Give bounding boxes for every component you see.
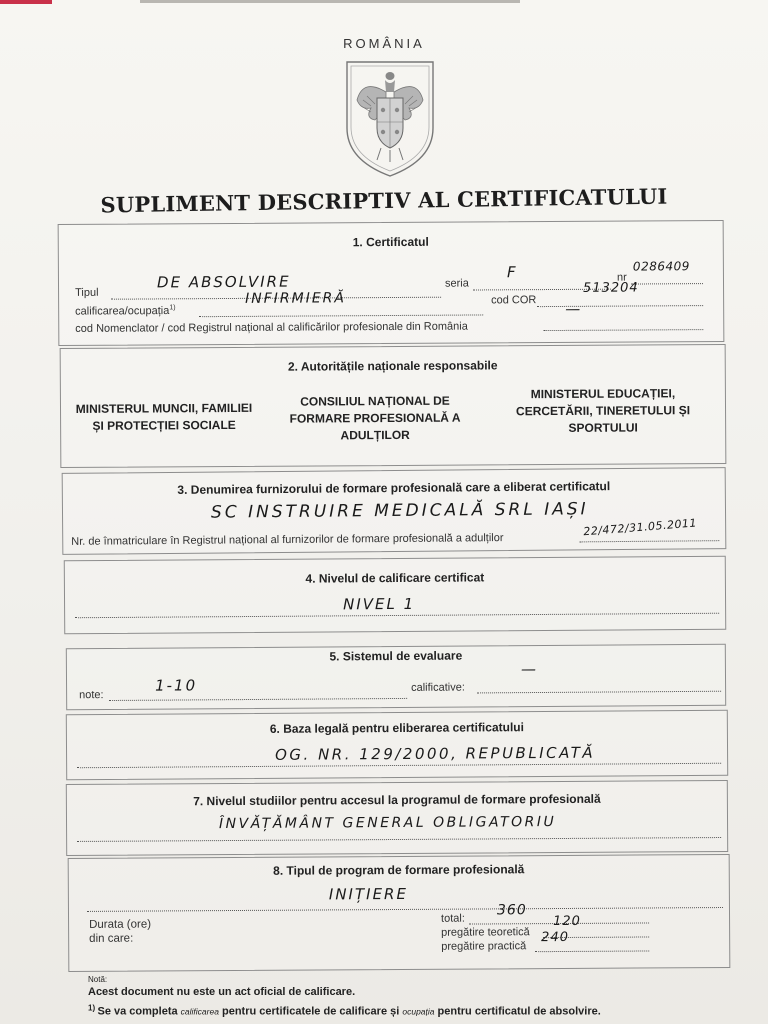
nivel-dotted-line xyxy=(75,613,719,618)
footnote-marker: 1) xyxy=(169,304,176,312)
baza-legala-value: OG. NR. 129/2000, REPUBLICATĂ xyxy=(275,743,596,764)
nomenclator-dotted-line xyxy=(543,329,703,331)
section-title: 5. Sistemul de evaluare xyxy=(329,648,463,664)
provider-value: SC INSTRUIRE MEDICALĂ SRL IAȘI xyxy=(210,499,589,523)
note-value: 1-10 xyxy=(154,676,198,695)
registry-value: 22/472/31.05.2011 xyxy=(582,516,698,539)
cod-cor-label: cod COR xyxy=(491,294,537,307)
section-title: 6. Baza legală pentru eliberarea certificatului xyxy=(269,720,524,736)
disclaimer-text xyxy=(88,986,355,998)
calificarea-value: INFIRMIERĂ xyxy=(245,290,347,307)
document-title: SUPLIMENT DESCRIPTIV AL CERTIFICATULUI xyxy=(100,183,668,218)
coat-of-arms-icon xyxy=(341,56,439,180)
section-furnizor xyxy=(62,467,727,555)
note-dotted-line xyxy=(109,698,407,701)
calificarea-dotted-line xyxy=(199,314,483,317)
section-baza-legala xyxy=(66,710,728,781)
note-label: note: xyxy=(79,689,104,702)
seria-label: seria xyxy=(444,277,469,290)
nivel-studii-dotted-line xyxy=(77,837,721,842)
section-title: 4. Nivelul de calificare certificat xyxy=(305,570,485,586)
footnote-marker: 1) xyxy=(88,1003,96,1012)
total-value: 360 xyxy=(496,902,527,919)
nivel-studii-value: ÎNVĂȚĂMÂNT GENERAL OBLIGATORIU xyxy=(218,814,557,833)
section-nivel-calificare xyxy=(64,556,727,635)
din-care-label: din care: xyxy=(89,932,134,945)
teoretica-label: pregătire teoretică xyxy=(441,926,530,939)
baza-legala-dotted-line xyxy=(77,763,721,768)
authority-ministry-education: MINISTERUL EDUCAȚIEI, CERCETĂRII, TINERETULUI ȘI SPORTULUI xyxy=(515,386,691,435)
footnote-em-2: ocupația xyxy=(402,1006,435,1017)
section-nivel-studii xyxy=(66,780,728,856)
calificative-value: — xyxy=(520,660,539,679)
calificarea-label-text: calificarea/ocupația xyxy=(75,305,170,318)
section-tip-program xyxy=(68,854,731,972)
authority-cnfpa: CONSILIUL NAȚIONAL DE FORMARE PROFESIONALĂ A ADULȚILOR xyxy=(289,393,461,443)
section-autoritati xyxy=(60,344,727,468)
tipul-value: DE ABSOLVIRE xyxy=(156,272,291,292)
nomenclator-value: — xyxy=(565,299,583,318)
nr-dotted-line xyxy=(631,283,703,284)
country-name: ROMÂNIA xyxy=(343,36,425,51)
section-title: 8. Tipul de program de formare profesională xyxy=(273,862,525,878)
teoretica-value: 120 xyxy=(553,913,581,930)
red-paper-edge xyxy=(0,0,52,4)
total-label: total: xyxy=(440,912,465,925)
nr-value: 0286409 xyxy=(632,259,690,274)
nivel-value: NIVEL 1 xyxy=(343,594,416,614)
footnote-part-1: Se va completa xyxy=(97,1005,181,1018)
scan-edge xyxy=(0,0,768,4)
tipul-label: Tipul xyxy=(75,286,99,299)
authority-ministry-labor: MINISTERUL MUNCII, FAMILIEI ȘI PROTECȚIEI SOCIALE xyxy=(75,400,253,433)
note-label: Notă: xyxy=(88,975,108,984)
section-title: 2. Autoritățile naționale responsabile xyxy=(287,358,498,374)
registry-dotted-line xyxy=(579,540,719,542)
calificarea-label xyxy=(75,304,175,317)
disclaimer-bold: Acest document nu este un act oficial de calificare. xyxy=(88,986,356,998)
gray-paper-edge xyxy=(140,0,520,3)
calificative-label: calificative: xyxy=(411,681,465,694)
nr-label: nr xyxy=(616,271,627,284)
cod-cor-dotted-line xyxy=(537,305,703,307)
section-title: 1. Certificatul xyxy=(352,234,429,250)
section-title: 7. Nivelul studiilor pentru accesul la programul de formare profesională xyxy=(193,791,601,809)
practica-value: 240 xyxy=(541,929,570,946)
tip-program-dotted-line xyxy=(87,907,723,912)
cod-cor-value: 513204 xyxy=(582,280,639,296)
registry-label: Nr. de înmatriculare în Registrul național al furnizorilor de formare profesională a adulților xyxy=(71,532,504,548)
footnote-part-3: pentru certificatul de absolvire. xyxy=(434,1005,601,1018)
calificative-dotted-line xyxy=(477,691,721,694)
seria-value: F xyxy=(506,263,518,282)
footnote-text xyxy=(88,1003,601,1018)
tip-program-value: INIȚIERE xyxy=(328,884,408,904)
footnote-part-2: pentru certificatele de calificare și xyxy=(218,1005,403,1018)
section-title: 3. Denumirea furnizorului de formare profesională care a eliberat certificatul xyxy=(177,479,611,497)
practica-label: pregătire practică xyxy=(441,940,527,953)
nomenclator-label: cod Nomenclator / cod Registrul național al calificărilor profesionale din România xyxy=(75,320,468,335)
durata-label: Durata (ore) xyxy=(89,918,152,931)
footnote-em-1: calificarea xyxy=(180,1006,219,1017)
section-sistem-evaluare xyxy=(66,644,726,711)
practica-dotted-line xyxy=(535,950,649,952)
section-certificat xyxy=(58,220,725,346)
